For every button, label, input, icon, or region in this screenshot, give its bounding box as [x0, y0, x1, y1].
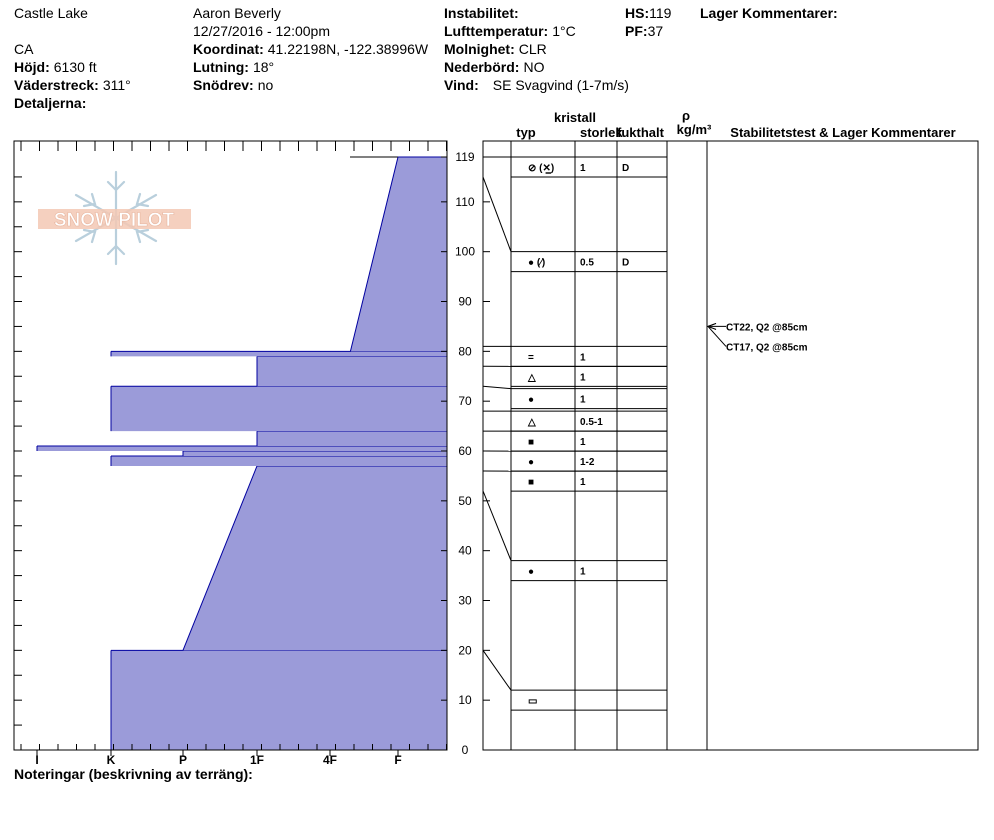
hardness-segment [37, 446, 447, 451]
pf-label: PF: [625, 23, 648, 39]
header-rho: ρ [681, 108, 691, 123]
hardness-profile [37, 157, 447, 750]
elevation-label: Höjd: [14, 59, 50, 75]
terrain-notes-label: Noteringar (beskrivning av terräng): [14, 766, 253, 782]
height-tick-label: 80 [458, 344, 472, 359]
elevation-value: 6130 ft [53, 59, 97, 75]
slope-label: Lutning: [193, 59, 249, 75]
header-typ: typ [516, 125, 536, 140]
drift-value: no [257, 77, 274, 93]
hardness-tick-label: K [106, 753, 116, 767]
hardness-segment [257, 431, 447, 446]
header-density-unit: kg/m³ [676, 122, 712, 137]
height-tick-label: 50 [458, 493, 472, 508]
layer-size: 1 [580, 566, 586, 578]
layer-type: ▭ [528, 696, 538, 708]
layer-type: ● (⁄) [528, 257, 546, 269]
hardness-tick-label: P [178, 753, 188, 767]
wind-label: Vind: [444, 77, 479, 93]
details-label: Detaljerna: [14, 95, 87, 111]
height-tick-label: 0 [461, 743, 469, 757]
instability-label: Instabilitet: [444, 5, 519, 21]
slope-value: 18° [252, 59, 275, 75]
height-tick-label: 100 [454, 244, 476, 259]
layer-connector [483, 177, 511, 252]
hardness-segment [111, 456, 447, 466]
hardness-tick-label: 1F [249, 753, 265, 767]
test-label: CT22, Q2 @85cm [726, 322, 808, 334]
layer-comments-label: Lager Kommentarer: [700, 5, 838, 21]
layer-moisture: D [622, 162, 630, 174]
height-tick-label: 90 [458, 294, 472, 309]
layer-type: ■ [528, 437, 535, 449]
hardness-segment [183, 466, 447, 650]
layer-size: 1 [580, 437, 586, 449]
header-storlek: storlek [580, 125, 623, 140]
layer-moisture: D [622, 257, 630, 269]
aspect-value: 311° [102, 77, 131, 93]
sky-label: Molnighet: [444, 41, 515, 57]
layer-size: 0.5-1 [580, 417, 603, 429]
hs-label: HS: [625, 5, 650, 21]
logo-text: SNOW PILOT [53, 210, 175, 231]
location-name: Castle Lake [14, 5, 88, 21]
layer-type: = [528, 352, 534, 364]
height-tick-label: 10 [458, 693, 472, 708]
stability-tests [708, 322, 808, 353]
hardness-segment [183, 451, 447, 456]
drift-label: Snödrev: [193, 77, 254, 93]
height-tick-label: 119 [455, 150, 475, 164]
layer-size: 1 [580, 477, 586, 489]
hardness-segment [111, 386, 447, 431]
height-tick-label: 70 [458, 394, 472, 409]
height-tick-label: 40 [458, 543, 472, 558]
layer-size: 1 [580, 394, 586, 406]
coord-value: 41.22198N, -122.38996W [267, 41, 429, 57]
height-tick-label: 20 [458, 643, 472, 658]
layer-connector [483, 650, 511, 690]
hardness-segment [257, 356, 447, 386]
hardness-segment [111, 351, 447, 356]
layer-size: 0.5 [580, 257, 594, 269]
test-label: CT17, Q2 @85cm [726, 342, 808, 354]
observation-datetime: 12/27/2016 - 12:00pm [193, 23, 330, 39]
top-tick-marks [21, 141, 447, 151]
height-tick-label: 110 [455, 194, 475, 209]
hs-value: 119 [649, 5, 672, 21]
test-arrow [708, 326, 726, 346]
hardness-tick-label: I [35, 753, 39, 767]
aspect-label: Väderstreck: [14, 77, 99, 93]
header-fukthalt: fukthalt [617, 125, 664, 140]
location-state: CA [14, 41, 34, 57]
layer-size: 1 [580, 372, 586, 384]
hardness-tick-label: 4F [322, 753, 338, 767]
wind-value: SE Svagvind (1-7m/s) [492, 77, 629, 93]
layer-connector [483, 386, 511, 388]
hardness-tick-label: F [394, 753, 402, 767]
header-stability: Stabilitetstest & Lager Kommentarer [730, 125, 956, 140]
layer-type: ● [528, 457, 535, 469]
layer-connector [483, 491, 511, 561]
layer-type: △ [528, 372, 536, 384]
layer-type: ● [528, 566, 535, 578]
layer-size: 1 [580, 352, 586, 364]
height-tick-label: 30 [458, 593, 472, 608]
layer-size: 1-2 [580, 457, 595, 469]
layer-table-frame [483, 141, 978, 750]
header-kristall: kristall [554, 110, 596, 125]
layer-type: △ [528, 417, 536, 429]
hardness-segment [350, 157, 447, 351]
layer-type: ● [528, 394, 535, 406]
layer-type: ■ [528, 477, 535, 489]
airtemp-label: Lufttemperatur: [444, 23, 549, 39]
precip-value: NO [523, 59, 545, 75]
sky-value: CLR [518, 41, 547, 57]
hardness-segment [111, 650, 447, 750]
coord-label: Koordinat: [193, 41, 264, 57]
left-tick-marks [14, 177, 22, 750]
pf-value: 37 [647, 23, 664, 39]
observer-name: Aaron Beverly [193, 5, 281, 21]
snowpilot-logo [38, 172, 191, 264]
precip-label: Nederbörd: [444, 59, 520, 75]
layer-type: ⊘ (✕̲) [528, 162, 555, 174]
layer-size: 1 [580, 162, 586, 174]
airtemp-value: 1°C [552, 23, 576, 39]
height-tick-label: 60 [458, 444, 472, 459]
